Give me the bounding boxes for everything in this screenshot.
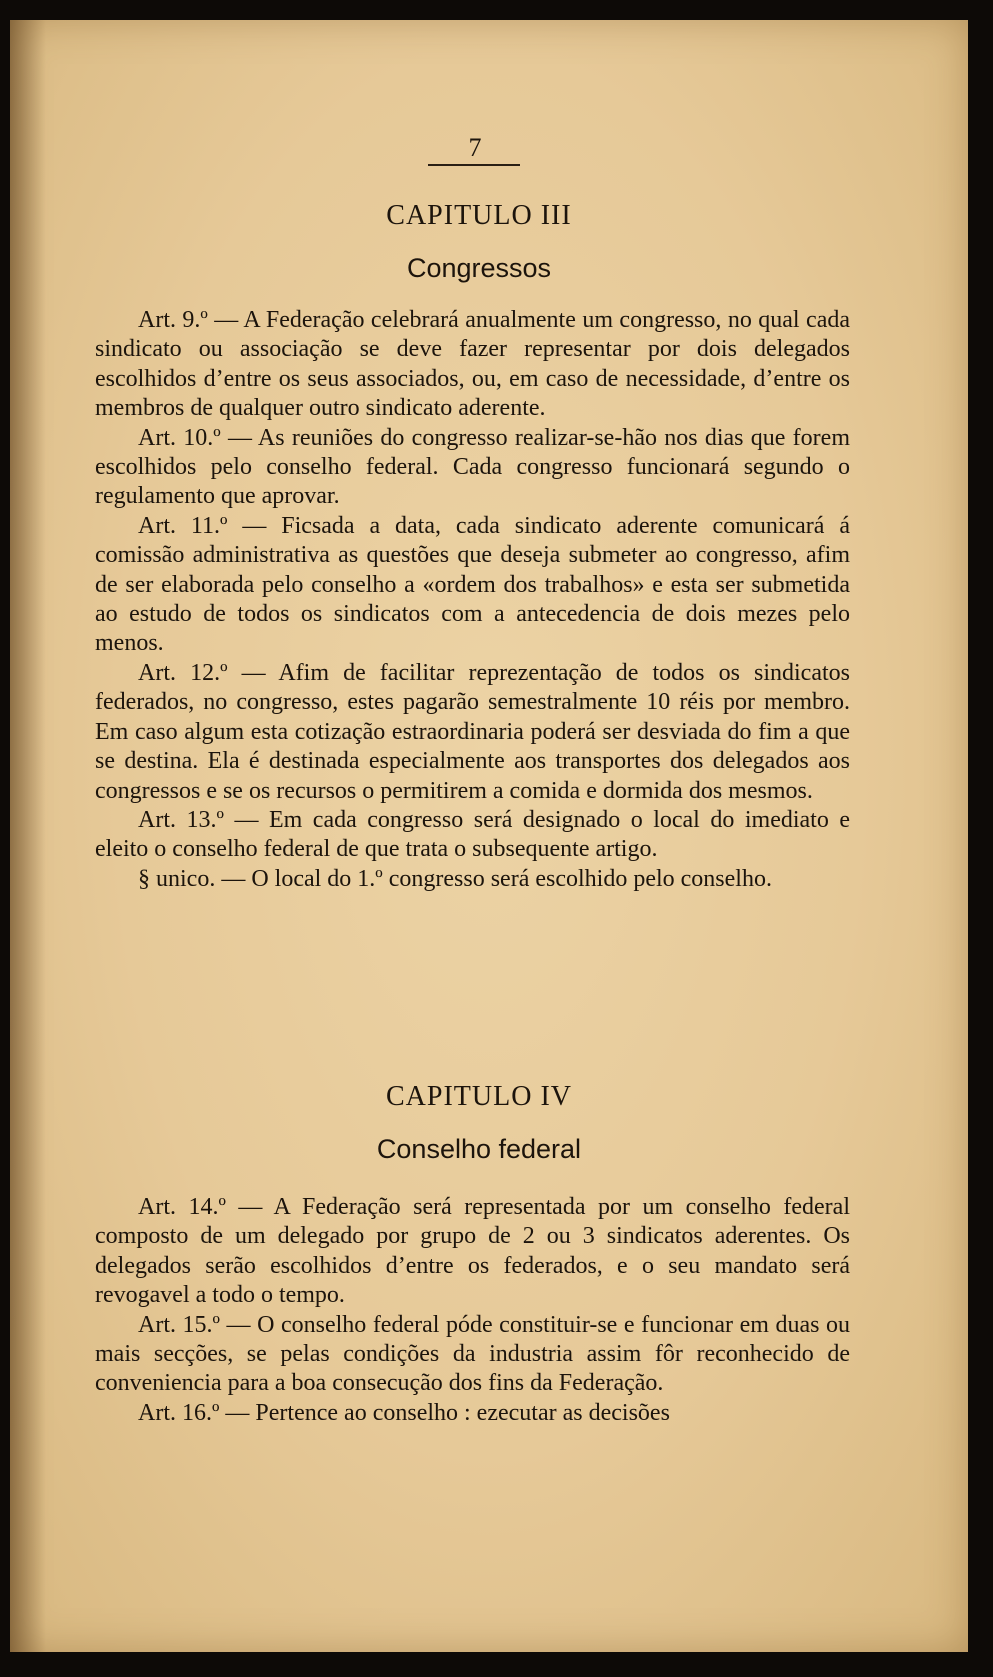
chapter-title-iv: CAPITULO IV (386, 1081, 572, 1112)
paragraph-unico: § unico. — O local do 1.º congresso será escolhido pelo conselho. (138, 865, 772, 892)
article-14: Art. 14.º — A Federação será representada por um conselho federal composto de um delegado por grupo de 2 ou 3 sindicatos aderentes. Os delegados serão escolhidos d’entre os federados, e o seu mandato será revogavel a todo o tempo. (95, 1194, 850, 1309)
chapter-iv-body (95, 1193, 850, 1428)
article-13: Art. 13.º — Em cada congresso será designado o local do imediato e eleito o conselho federal de que trata o subsequente artigo. (95, 806, 850, 863)
page-number-rule (428, 164, 520, 166)
article-16: Art. 16.º — Pertence ao conselho : ezecutar as decisões (138, 1399, 670, 1426)
article-12: Art. 12.º — Afim de facilitar reprezentação de todos os sindicatos federados, no congresso, estes pagarão semestralmente 10 réis por membro. Em caso algum esta cotização estraordinaria poderá ser desviada do fim a que se destina. Ela é destinada especialmente aos transportes dos delegados aos congressos e se os recursos o permitirem a comida e dormida dos mesmos. (95, 659, 850, 804)
article-9: Art. 9.º — A Federação celebrará anualmente um congresso, no qual cada sindicato ou associação se deve fazer representar por dois delegados escolhidos d’entre os seus associados, ou, em caso de necessidade, d’entre os membros de qualquer outro sindicato aderente. (95, 307, 850, 422)
section-title-congressos: Congressos (406, 253, 552, 283)
article-11: Art. 11.º — Ficsada a data, cada sindicato aderente comunicará á comissão administrativa as questões que deseja submeter ao congresso, afim de ser elaborada pelo conselho a «ordem dos trabalhos» e esta ser submetida ao estudo de todos os sindicatos com a antecedencia de dois mezes pelo menos. (95, 512, 850, 657)
chapter-iii-body (95, 306, 850, 894)
section-title-conselho-federal: Conselho federal (376, 1134, 582, 1164)
article-15: Art. 15.º — O conselho federal póde constituir-se e funcionar em duas ou mais secções, se pelas condições da industria assim fôr reconhecido de conveniencia para a boa consecução dos fins da Federação. (95, 1311, 850, 1397)
page-number: 7 (468, 133, 482, 162)
article-10: Art. 10.º — As reuniões do congresso realizar-se-hão nos dias que forem escolhidos pelo conselho federal. Cada congresso funcionará segundo o regulamento que aprovar. (95, 424, 850, 510)
chapter-title-iii: CAPITULO III (386, 200, 572, 231)
